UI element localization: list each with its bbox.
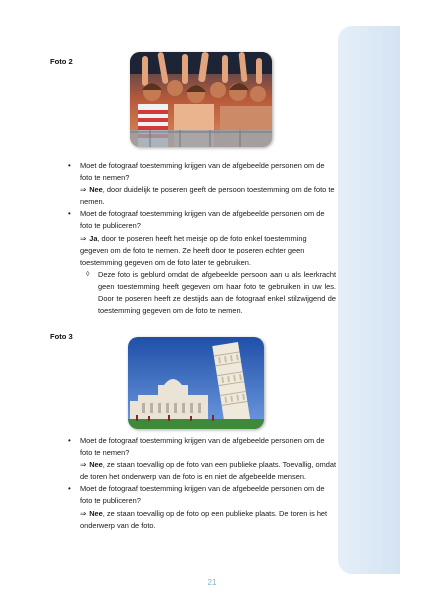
diamond-bullet-icon: ◊ <box>86 270 90 278</box>
question: Moet de fotograaf toestemming krijgen van de afgebeelde personen om de foto te publiceren? <box>80 484 325 506</box>
foto2-note <box>64 269 336 317</box>
foto3-heading: Foto 3 <box>50 332 73 341</box>
foto3-text <box>64 435 336 532</box>
foto2-item-2 <box>64 208 336 268</box>
foto2-heading: Foto 2 <box>50 57 73 66</box>
foto3-pisa-photo <box>128 337 264 429</box>
answer <box>80 184 336 208</box>
answer <box>80 233 336 269</box>
bullet-icon: • <box>68 484 71 494</box>
answer <box>80 459 336 483</box>
answer-text: , ze staan toevallig op de foto van een publieke plaats. Toevallig, omdat de toren het onderwerp van de foto is en niet de afgebeelde mensen. <box>80 460 336 482</box>
question: Moet de fotograaf toestemming krijgen van de afgebeelde personen om de foto te nemen? <box>80 436 325 458</box>
answer-keyword: Nee <box>89 508 103 518</box>
answer-keyword: Ja <box>89 233 98 243</box>
implies-arrow-icon: ⇒ <box>80 233 87 243</box>
crowd-image <box>130 52 272 147</box>
answer-text: , door te poseren heeft het meisje op de foto enkel toestemming gegeven om de foto te nemen. Ze heeft door te poseren echter geen toestemming gegeven om de foto later te gebruiken. <box>80 233 307 267</box>
answer-keyword: Nee <box>89 460 103 470</box>
implies-arrow-icon: ⇒ <box>80 508 87 518</box>
implies-arrow-icon: ⇒ <box>80 460 87 470</box>
foto2-text <box>64 160 336 317</box>
answer-text: , door duidelijk te poseren geeft de persoon toestemming om de foto te nemen. <box>80 185 335 207</box>
foto2-crowd-photo <box>130 52 272 147</box>
foto2-item-1 <box>64 160 336 208</box>
bullet-icon: • <box>68 209 71 219</box>
foto3-item-1 <box>64 435 336 483</box>
bullet-icon: • <box>68 161 71 170</box>
answer-keyword: Nee <box>89 185 103 195</box>
page-number: 21 <box>207 578 217 587</box>
foto3-item-2 <box>64 483 336 531</box>
question: Moet de fotograaf toestemming krijgen van de afgebeelde personen om de foto te nemen? <box>80 161 325 183</box>
question: Moet de fotograaf toestemming krijgen van de afgebeelde personen om de foto te publiceren? <box>80 209 325 231</box>
leaning-tower-image <box>128 337 264 429</box>
implies-arrow-icon: ⇒ <box>80 185 87 195</box>
answer <box>80 508 336 532</box>
decorative-sidebar <box>338 26 400 574</box>
answer-text: , ze staan toevallig op de foto op een publieke plaats. De toren is het onderwerp van de foto. <box>80 508 328 530</box>
note-text: Deze foto is geblurd omdat de afgebeelde persoon aan u als leerkracht geen toestemming heeft gegeven om haar foto te gebruiken in uw les. Door te poseren heeft ze destijds aan de fotograaf enkel stilzwijgend de toestemming gegeven om de foto te nemen. <box>98 269 336 316</box>
bullet-icon: • <box>68 436 71 445</box>
